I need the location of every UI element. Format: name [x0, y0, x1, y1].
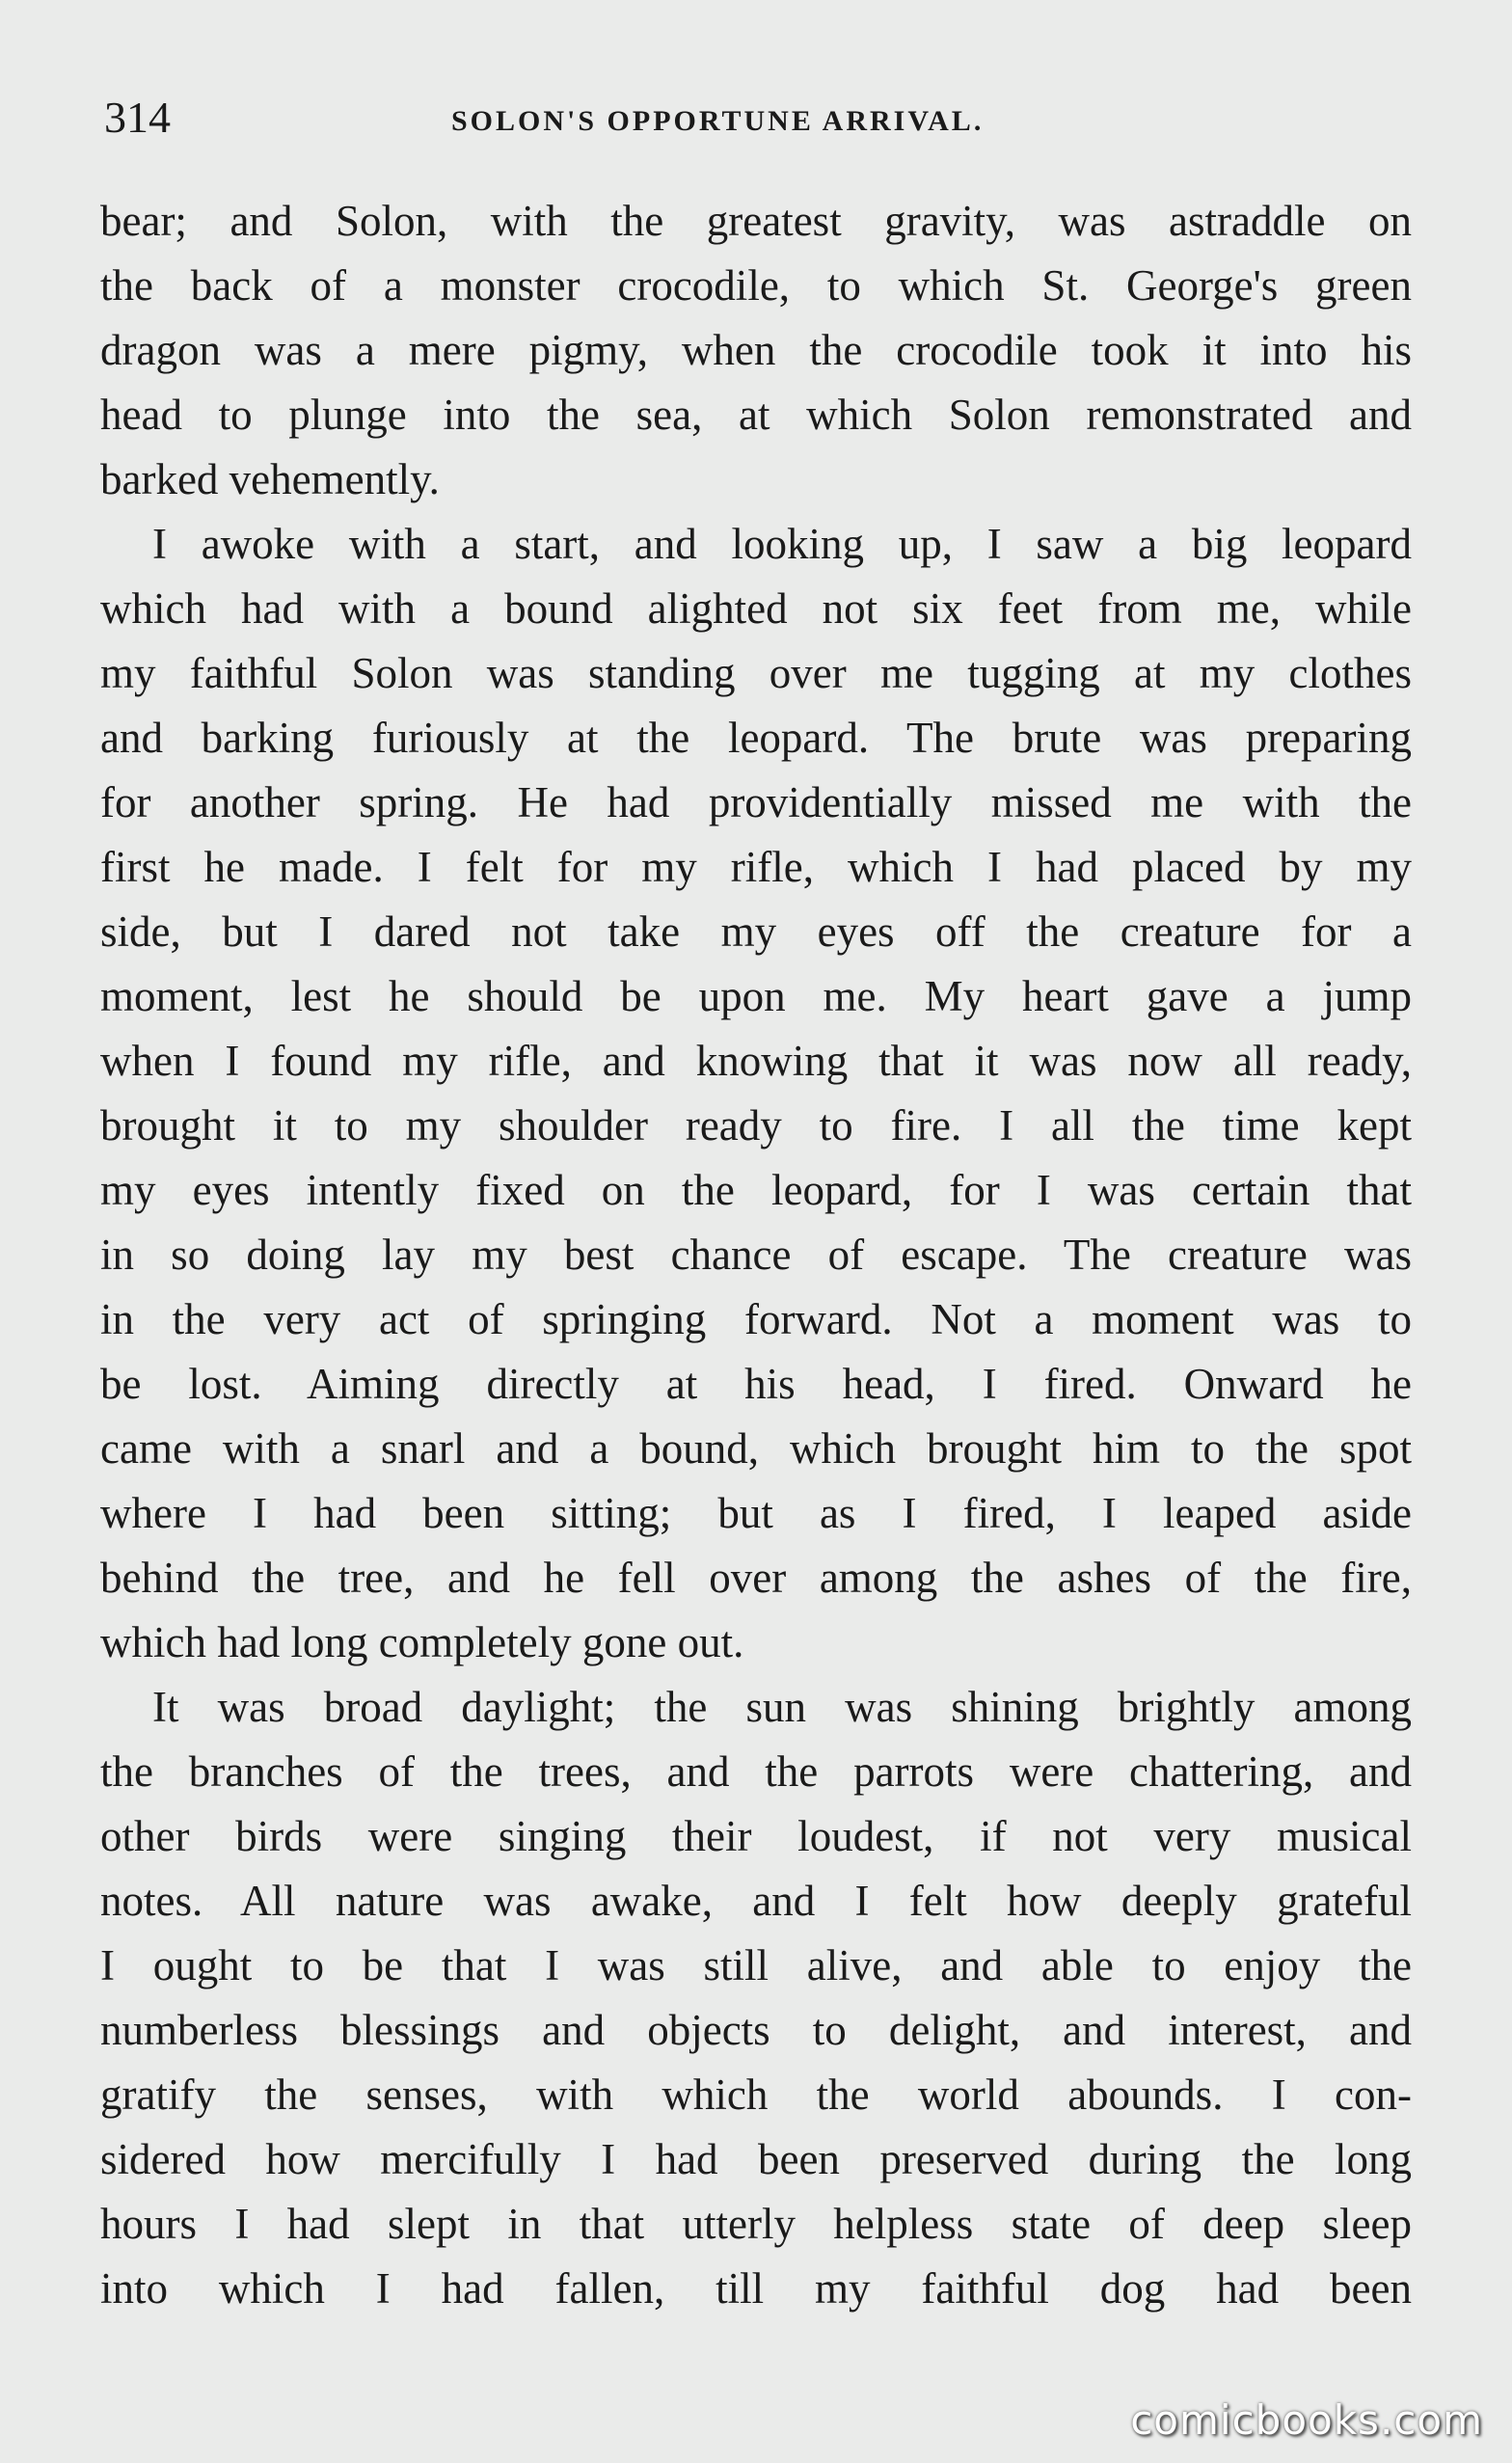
text-line: which had with a bound alighted not six feet from me, while	[100, 584, 1412, 633]
text-line: I ought to be that I was still alive, and able to enjoy the	[100, 1941, 1412, 1989]
text-line: my faithful Solon was standing over me tugging at my clothes	[100, 649, 1412, 697]
text-line: when I found my rifle, and knowing that it was now all ready,	[100, 1037, 1412, 1085]
text-line: gratify the senses, with which the world abounds. I con-	[100, 2071, 1412, 2119]
text-line: hours I had slept in that utterly helpless state of deep sleep	[100, 2200, 1412, 2248]
text-line: moment, lest he should be upon me. My heart gave a jump	[100, 972, 1412, 1020]
text-line: sidered how mercifully I had been preserved during the long	[100, 2135, 1412, 2183]
page-number: 314	[104, 93, 171, 142]
text-line: head to plunge into the sea, at which Solon remonstrated and	[100, 391, 1412, 439]
text-line: barked vehemently.	[100, 455, 440, 503]
text-line: my eyes intently fixed on the leopard, for I was certain that	[100, 1166, 1412, 1214]
text-line: notes. All nature was awake, and I felt how deeply grateful	[100, 1877, 1412, 1925]
body-text	[100, 189, 1412, 2321]
running-head	[104, 89, 1416, 147]
text-line: brought it to my shoulder ready to fire. I all the time kept	[100, 1101, 1412, 1150]
text-line: and barking furiously at the leopard. The brute was preparing	[100, 714, 1412, 762]
text-line: in the very act of springing forward. Not a moment was to	[100, 1295, 1412, 1343]
text-line: behind the tree, and he fell over among the ashes of the fire,	[100, 1554, 1412, 1602]
paragraph-start-line: I awoke with a start, and looking up, I saw a big leopard	[152, 520, 1412, 568]
text-line: dragon was a mere pigmy, when the crocodile took it into his	[100, 326, 1412, 374]
text-line: came with a snarl and a bound, which brought him to the spot	[100, 1424, 1412, 1473]
text-line: side, but I dared not take my eyes off the creature for a	[100, 907, 1412, 956]
text-line: numberless blessings and objects to delight, and interest, and	[100, 2006, 1412, 2054]
text-line: the back of a monster crocodile, to which St. George's green	[100, 261, 1412, 310]
paragraph-start-line: It was broad daylight; the sun was shining brightly among	[152, 1683, 1412, 1731]
watermark: comicbooks.com	[1130, 2396, 1483, 2444]
text-line: into which I had fallen, till my faithful dog had been	[100, 2264, 1412, 2313]
text-line: be lost. Aiming directly at his head, I fired. Onward he	[100, 1360, 1412, 1408]
text-line: where I had been sitting; but as I fired, I leaped aside	[100, 1489, 1412, 1537]
text-line: for another spring. He had providentially missed me with the	[100, 778, 1412, 826]
text-line: in so doing lay my best chance of escape. The creature was	[100, 1231, 1412, 1279]
running-title: SOLON'S OPPORTUNE ARRIVAL.	[451, 105, 985, 137]
text-line: first he made. I felt for my rifle, which I had placed by my	[100, 843, 1412, 891]
text-line: bear; and Solon, with the greatest gravity, was astraddle on	[100, 197, 1412, 245]
text-line: which had long completely gone out.	[100, 1618, 744, 1666]
text-line: other birds were singing their loudest, if not very musical	[100, 1812, 1412, 1860]
text-line: the branches of the trees, and the parrots were chattering, and	[100, 1747, 1412, 1796]
